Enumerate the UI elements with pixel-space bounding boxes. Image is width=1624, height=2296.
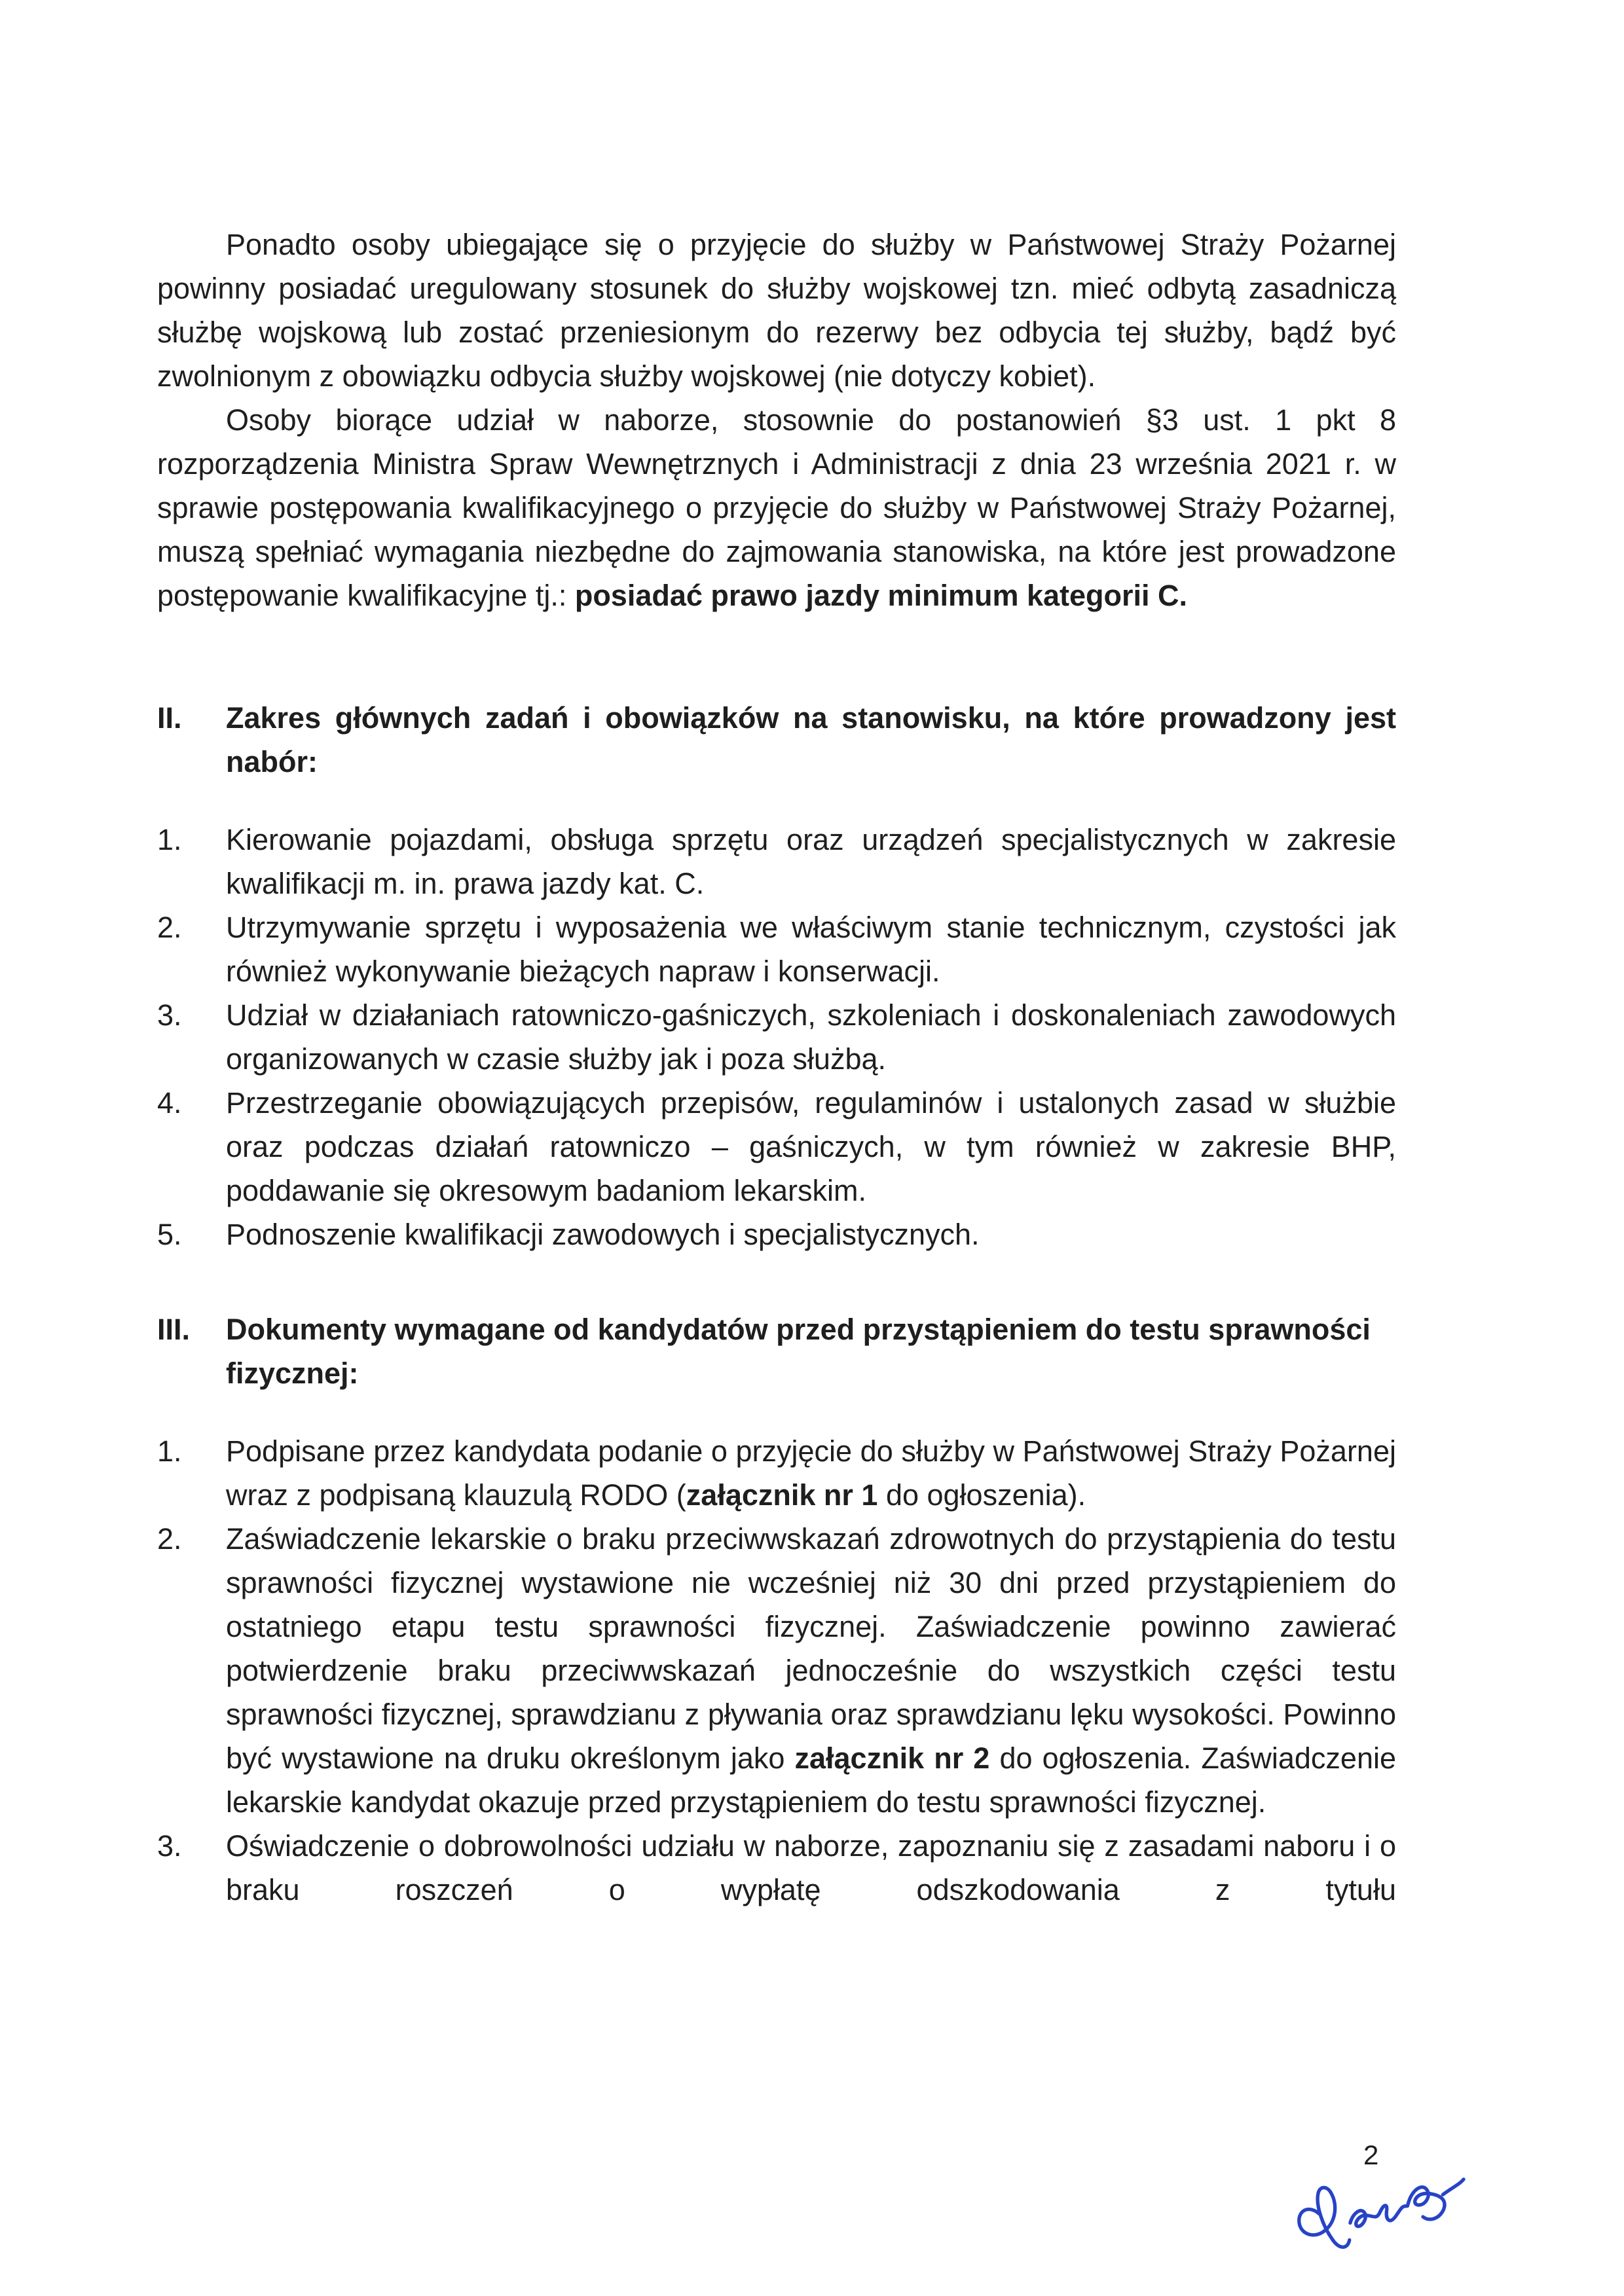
intro-paragraph-2-bold-text: posiadać prawo jazdy minimum kategorii C.: [574, 579, 1188, 612]
section-iii-numeral: III.: [157, 1313, 191, 1346]
list-item-number: 5.: [157, 1218, 182, 1251]
list-item-text-post: do ogłoszenia. Zaświadczenie lekarskie kandydat okazuje przed przystąpieniem do testu sprawności fizycznej.: [226, 1741, 1397, 1819]
list-item-number: 3.: [157, 1829, 182, 1863]
list-item-text: [226, 1517, 1396, 1824]
list-item-text: Podnoszenie kwalifikacji zawodowych i specjalistycznych.: [226, 1218, 980, 1251]
intro-paragraph-1-text: Ponadto osoby ubiegające się o przyjęcie do służby w Państwowej Straży Pożarnej powinny posiadać uregulowany stosunek do służby wojskowej tzn. mieć odbytą zasadniczą służbę wojskową lub zostać przeniesionym do rezerwy bez odbycia tej służby, bądź być zwolnionym z obowiązku odbycia służby wojskowej (nie dotyczy kobiet).: [157, 228, 1396, 393]
list-item-text-post: do ogłoszenia).: [877, 1478, 1086, 1512]
list-item: [157, 1517, 1396, 1824]
list-item-text-pre: Zaświadczenie lekarskie o braku przeciwwskazań zdrowotnych do przystąpienia do testu sprawności fizycznej wystawione nie wcześniej niż 30 dni przed przystąpieniem do ostatniego etapu testu sprawności fizycznej. Zaświadczenie powinno zawierać potwierdzenie braku przeciwwskazań jednocześnie do wszystkich części testu sprawności fizycznej, sprawdzianu z pływania oraz sprawdzianu lęku wysokości. Powinno być wystawione na druku określonym jako: [226, 1522, 1396, 1775]
list-item: [157, 1824, 1396, 1912]
list-item-number: 4.: [157, 1086, 182, 1120]
section-iii-list: [157, 1429, 1396, 1912]
intro-paragraph-1: [157, 223, 1396, 398]
list-item-number: 1.: [157, 1434, 182, 1468]
section-ii-list: [157, 818, 1396, 1256]
list-item-text: [226, 1429, 1396, 1517]
list-item-number: 2.: [157, 1522, 182, 1556]
list-item: [157, 905, 1396, 993]
list-item-text-pre: Oświadczenie o dobrowolności udziału w naborze, zapoznaniu się z zasadami naboru i o braku roszczeń o wypłatę odszkodowania z tytułu: [226, 1829, 1396, 1906]
list-item: [157, 1429, 1396, 1517]
list-item: [157, 993, 1396, 1081]
list-item: [157, 818, 1396, 905]
list-item-text-bold: załącznik nr 2: [794, 1741, 990, 1775]
intro-paragraph-2-text: Osoby biorące udział w naborze, stosownie do postanowień §3 ust. 1 pkt 8 rozporządzenia Ministra Spraw Wewnętrznych i Administracji z dnia 23 września 2021 r. w sprawie postępowania kwalifikacyjnego o przyjęcie do służby w Państwowej Straży Pożarnej, muszą spełniać wymagania niezbędne do zajmowania stanowiska, na które jest prowadzone postępowanie kwalifikacyjne tj.:: [157, 403, 1396, 612]
list-item-text: Kierowanie pojazdami, obsługa sprzętu oraz urządzeń specjalistycznych w zakresie kwalifikacji m. in. prawa jazdy kat. C.: [226, 823, 1396, 900]
list-item-text: Przestrzeganie obowiązujących przepisów, regulaminów i ustalonych zasad w służbie oraz podczas działań ratowniczo – gaśniczych, w tym również w zakresie BHP, poddawanie się okresowym badaniom lekarskim.: [226, 1086, 1396, 1207]
list-item: [157, 1212, 1396, 1256]
list-item-text-pre: Podpisane przez kandydata podanie o przyjęcie do służby w Państwowej Straży Pożarnej wraz z podpisaną klauzulą RODO (: [226, 1434, 1396, 1512]
list-item-number: 2.: [157, 911, 182, 944]
section-ii-heading-text: Zakres głównych zadań i obowiązków na stanowisku, na które prowadzony jest nabór:: [226, 701, 1396, 778]
list-item-number: 1.: [157, 823, 182, 856]
section-iii-heading: [157, 1307, 1396, 1395]
section-ii-numeral: II.: [157, 701, 182, 735]
list-item: [157, 1081, 1396, 1212]
intro-paragraph-2: [157, 398, 1396, 617]
list-item-text-bold: załącznik nr 1: [686, 1478, 878, 1512]
list-item-number: 3.: [157, 998, 182, 1032]
signature: [1282, 2155, 1482, 2275]
document-body: [157, 223, 1396, 1912]
section-iii-heading-text: Dokumenty wymagane od kandydatów przed przystąpieniem do testu sprawności fizycznej:: [226, 1313, 1371, 1390]
section-ii-heading: [157, 696, 1396, 784]
list-item-text: [226, 1824, 1396, 1912]
list-item-text: Utrzymywanie sprzętu i wyposażenia we właściwym stanie technicznym, czystości jak również wykonywanie bieżących napraw i konserwacji.: [226, 911, 1396, 988]
page-number: 2: [1363, 2140, 1379, 2170]
list-item-text: Udział w działaniach ratowniczo-gaśniczych, szkoleniach i doskonaleniach zawodowych organizowanych w czasie służby jak i poza służbą.: [226, 998, 1396, 1076]
